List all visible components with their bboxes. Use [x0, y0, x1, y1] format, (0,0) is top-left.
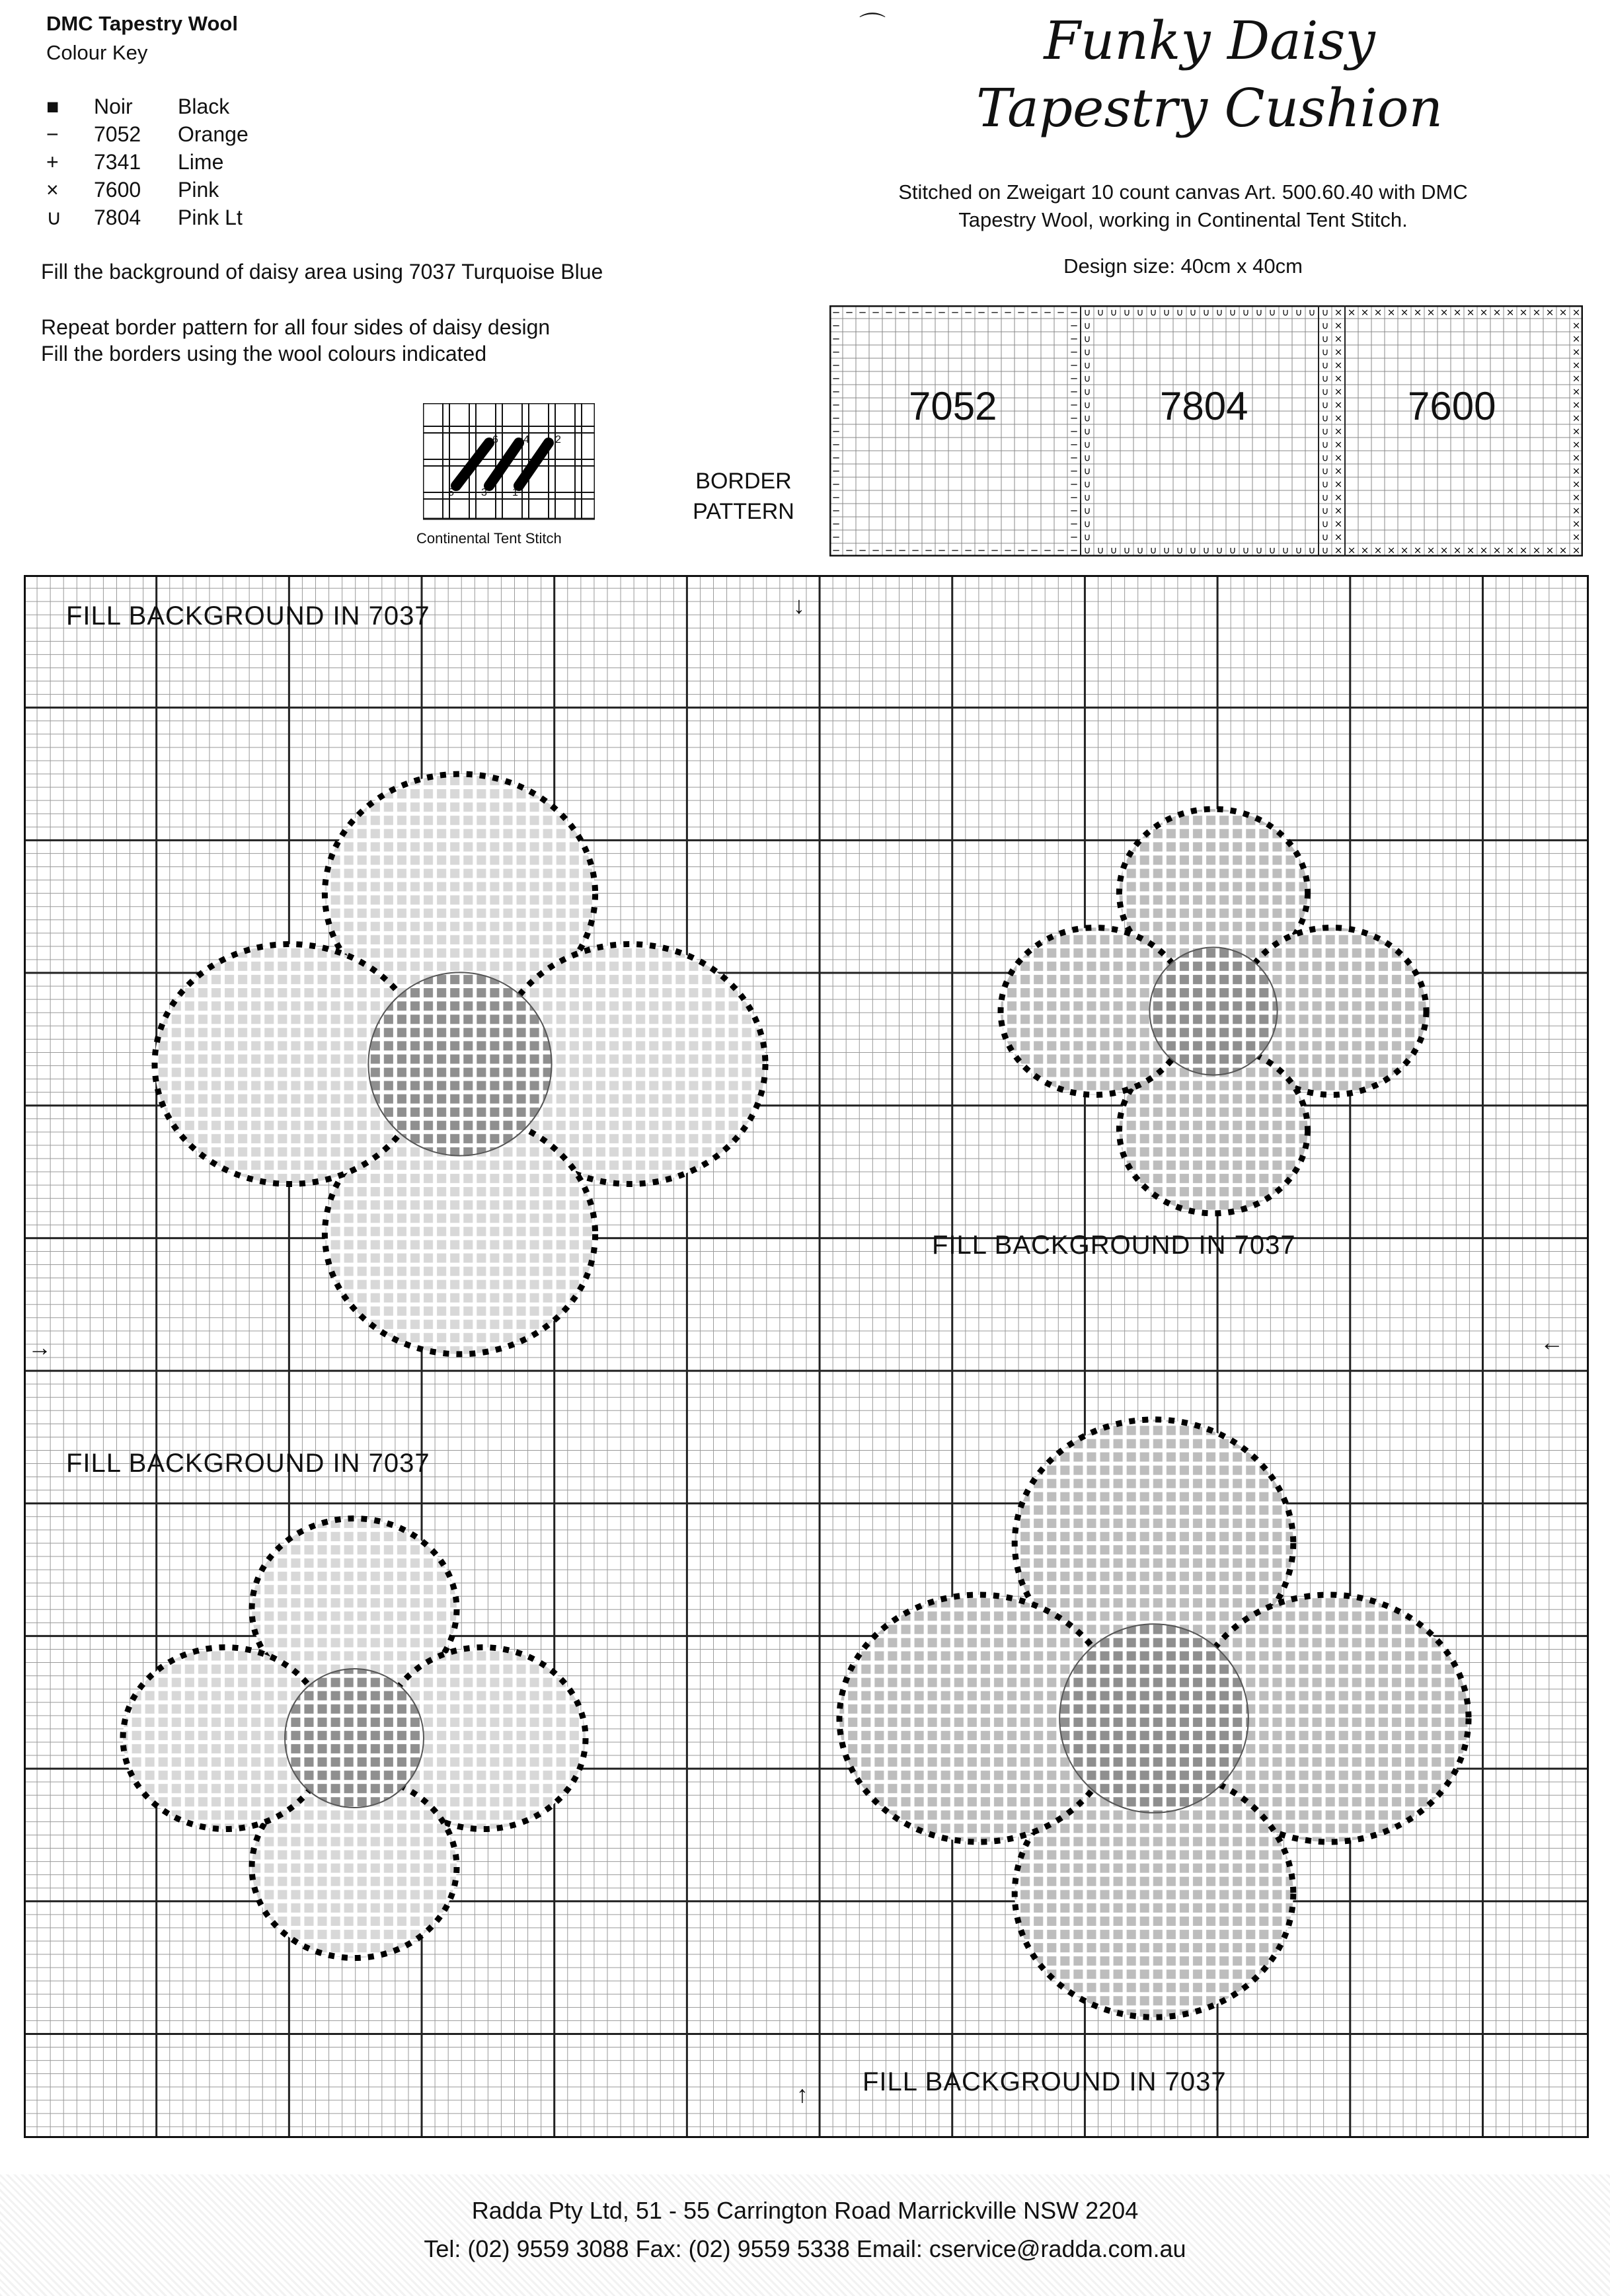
border-symbol: × [1334, 438, 1343, 451]
border-pattern-label [677, 466, 810, 527]
border-symbol: − [1069, 451, 1079, 464]
border-symbol: ∪ [1321, 359, 1329, 371]
border-symbol: − [977, 544, 986, 556]
fill-label-bottom: FILL BACKGROUND IN 7037 [862, 2067, 1227, 2096]
border-symbol: × [1558, 306, 1568, 319]
tent-stitch-label: Continental Tent Stitch [416, 530, 562, 547]
border-symbol: ∪ [1176, 306, 1184, 319]
tent-stitch-diagram [423, 403, 595, 522]
border-symbol: ∪ [1215, 544, 1223, 556]
key-row [46, 120, 249, 148]
border-symbol: ∪ [1242, 306, 1250, 319]
border-symbol: ∪ [1321, 451, 1329, 464]
border-symbol: × [1506, 544, 1515, 556]
border-symbol: × [1532, 306, 1541, 319]
border-symbol: − [1069, 385, 1079, 398]
border-symbol: × [1572, 544, 1581, 556]
colour-key-heading: Colour Key [46, 41, 148, 64]
tent-number: 4 [523, 434, 529, 445]
border-section-pink-label: 7600 [1408, 384, 1496, 428]
footer-contact: Tel: (02) 9559 3088 Fax: (02) 9559 5338 Email: cservice@radda.com.au [424, 2235, 1186, 2262]
border-symbol: × [1373, 544, 1383, 556]
key-name: Pink Lt [178, 206, 243, 229]
border-symbol: × [1572, 359, 1581, 371]
border-symbol: × [1334, 465, 1343, 477]
border-symbol: − [831, 385, 841, 398]
border-symbol: ∪ [1083, 517, 1091, 530]
border-symbol: × [1453, 306, 1462, 319]
center-arrow-bottom: ↑ [796, 2081, 808, 2108]
border-symbol: − [950, 544, 960, 556]
border-symbol: ∪ [1083, 372, 1091, 385]
border-symbol: ∪ [1176, 544, 1184, 556]
border-symbol: − [937, 306, 946, 319]
border-symbol: ∪ [1083, 399, 1091, 411]
border-symbol: − [1056, 544, 1065, 556]
stitched-line1: Stitched on Zweigart 10 count canvas Art. 500.60.40 with DMC [898, 180, 1468, 204]
border-symbol: × [1334, 372, 1343, 385]
border-symbol: − [831, 332, 841, 345]
border-symbol: × [1334, 359, 1343, 371]
border-symbol: × [1334, 385, 1343, 398]
border-symbol: ∪ [1083, 306, 1091, 319]
key-symbol: ∪ [46, 206, 62, 229]
key-code: 7804 [94, 206, 141, 229]
border-symbol: × [1387, 306, 1396, 319]
daisy-top-right [1001, 809, 1426, 1213]
border-symbol: − [1003, 306, 1013, 319]
border-symbol: ∪ [1083, 385, 1091, 398]
border-symbol: × [1572, 372, 1581, 385]
border-symbol: ∪ [1149, 306, 1157, 319]
key-name: Pink [178, 178, 219, 202]
border-symbol: × [1572, 478, 1581, 490]
border-symbol: ∪ [1096, 544, 1104, 556]
border-symbol: ∪ [1136, 306, 1144, 319]
border-symbol: − [831, 399, 841, 411]
fill-label-mid-left: FILL BACKGROUND IN 7037 [66, 1449, 430, 1478]
border-symbol: ∪ [1321, 465, 1329, 477]
border-symbol: ∪ [1321, 491, 1329, 504]
border-symbol: ∪ [1110, 306, 1118, 319]
border-symbol: − [1069, 517, 1079, 530]
border-symbol: × [1572, 306, 1581, 319]
border-symbol: − [858, 306, 867, 319]
border-symbol: × [1466, 544, 1475, 556]
border-symbol: ∪ [1295, 306, 1303, 319]
border-symbol: × [1506, 306, 1515, 319]
border-symbol: − [831, 451, 841, 464]
border-label-line1: BORDER [695, 469, 792, 494]
border-symbol: × [1439, 544, 1449, 556]
tent-number: 6 [492, 434, 498, 445]
border-symbol: − [831, 346, 841, 358]
border-symbol: ∪ [1083, 451, 1091, 464]
border-symbol: ∪ [1282, 544, 1289, 556]
border-symbol: − [831, 531, 841, 543]
border-symbol: × [1572, 438, 1581, 451]
border-symbol: − [831, 517, 841, 530]
border-symbol: × [1545, 544, 1554, 556]
border-symbol: ∪ [1321, 544, 1329, 556]
key-symbol: × [46, 178, 59, 202]
border-symbol: − [884, 306, 894, 319]
border-symbol: ∪ [1083, 544, 1091, 556]
border-symbol: × [1453, 544, 1462, 556]
border-symbol: − [1069, 319, 1079, 332]
border-symbol: × [1334, 451, 1343, 464]
border-symbol: ∪ [1096, 306, 1104, 319]
border-label-line2: PATTERN [693, 499, 794, 524]
key-symbol: ■ [46, 95, 59, 118]
border-symbol: × [1360, 306, 1369, 319]
key-code: 7341 [94, 150, 141, 174]
border-symbol: − [831, 465, 841, 477]
border-symbol: × [1479, 306, 1488, 319]
key-symbol: + [46, 150, 59, 174]
border-symbol: × [1492, 306, 1502, 319]
border-symbol: × [1572, 412, 1581, 424]
border-symbol: × [1572, 346, 1581, 358]
center-arrow-top: ↓ [793, 592, 805, 619]
border-symbol: − [831, 319, 841, 332]
border-symbol: ∪ [1189, 544, 1197, 556]
border-symbol: ∪ [1321, 319, 1329, 332]
key-row [46, 93, 249, 120]
border-symbol: − [1069, 399, 1079, 411]
border-symbol: − [990, 306, 999, 319]
key-name: Lime [178, 150, 224, 174]
border-symbol: − [1030, 306, 1039, 319]
border-symbol: − [1056, 306, 1065, 319]
repeat-border-instruction: Repeat border pattern for all four sides of daisy design [41, 315, 551, 339]
border-symbol: ∪ [1321, 438, 1329, 451]
border-symbol: ∪ [1149, 544, 1157, 556]
border-symbol: − [1069, 306, 1079, 319]
border-symbol: − [845, 544, 854, 556]
border-symbol: × [1572, 451, 1581, 464]
border-symbol: × [1400, 306, 1409, 319]
border-symbol: ∪ [1321, 478, 1329, 490]
border-symbol: − [1043, 306, 1052, 319]
border-symbol: − [977, 306, 986, 319]
border-symbol: × [1334, 517, 1343, 530]
border-symbol: × [1572, 399, 1581, 411]
border-symbol: ∪ [1321, 372, 1329, 385]
border-symbol: × [1334, 425, 1343, 438]
fill-background-instruction: Fill the background of daisy area using 7037 Turquoise Blue [41, 260, 603, 284]
fill-label-mid-right: FILL BACKGROUND IN 7037 [932, 1231, 1296, 1260]
border-symbol: − [924, 306, 933, 319]
title-line2: Tapestry Cushion [976, 77, 1443, 139]
border-symbol: ∪ [1321, 399, 1329, 411]
border-symbol: × [1572, 425, 1581, 438]
border-symbol: − [1069, 359, 1079, 371]
border-symbol: × [1572, 517, 1581, 530]
border-symbol: × [1572, 465, 1581, 477]
center-arrow-right: ← [1540, 1328, 1564, 1356]
border-symbol: ∪ [1083, 465, 1091, 477]
daisy-centre [368, 972, 551, 1155]
border-symbol: × [1334, 319, 1343, 332]
border-symbol: × [1413, 306, 1422, 319]
border-symbol: × [1519, 544, 1528, 556]
border-symbol: × [1334, 504, 1343, 517]
border-symbol: ∪ [1110, 544, 1118, 556]
border-symbol: ∪ [1321, 531, 1329, 543]
border-symbol: − [831, 438, 841, 451]
border-symbol: − [831, 491, 841, 504]
border-symbol: × [1334, 399, 1343, 411]
border-symbol: − [1069, 425, 1079, 438]
border-symbol: × [1347, 544, 1356, 556]
stitched-line2: Tapestry Wool, working in Continental Tent Stitch. [958, 208, 1408, 231]
border-symbol: × [1492, 544, 1502, 556]
border-symbol: ∪ [1321, 306, 1329, 319]
tent-number: 1 [512, 487, 518, 498]
border-symbol: − [950, 306, 960, 319]
border-symbol: ∪ [1123, 544, 1131, 556]
key-code: Noir [94, 95, 133, 118]
daisy-bottom-left [123, 1519, 586, 1958]
border-symbol: − [1069, 491, 1079, 504]
border-symbols [832, 307, 1581, 556]
border-symbol: ∪ [1083, 319, 1091, 332]
border-symbol: ∪ [1321, 412, 1329, 424]
border-symbol: ∪ [1083, 478, 1091, 490]
border-symbol: − [1069, 332, 1079, 345]
border-symbol: − [964, 544, 973, 556]
daisy-centre [1149, 947, 1277, 1075]
border-symbol: − [924, 544, 933, 556]
border-symbol: ∪ [1321, 504, 1329, 517]
border-symbol: − [831, 372, 841, 385]
border-symbol: − [1069, 504, 1079, 517]
border-symbol: × [1334, 332, 1343, 345]
border-symbol: × [1334, 346, 1343, 358]
border-symbol: ∪ [1123, 306, 1131, 319]
tent-number: 2 [555, 434, 561, 445]
border-symbol: × [1334, 544, 1343, 556]
border-symbol: − [1069, 544, 1079, 556]
border-symbol: ∪ [1268, 306, 1276, 319]
border-symbol: ∪ [1083, 438, 1091, 451]
border-symbol: × [1479, 544, 1488, 556]
border-symbol: ∪ [1255, 544, 1263, 556]
border-symbol: × [1334, 478, 1343, 490]
border-symbol: ∪ [1308, 306, 1316, 319]
border-symbol: − [911, 544, 920, 556]
border-symbol: − [831, 478, 841, 490]
center-arrow-left: → [28, 1334, 52, 1361]
border-symbol: − [1016, 306, 1026, 319]
daisy-centre [285, 1669, 424, 1808]
border-symbol: − [1069, 438, 1079, 451]
border-symbol: − [1069, 412, 1079, 424]
border-symbol: ∪ [1255, 306, 1263, 319]
border-symbol: ∪ [1321, 425, 1329, 438]
border-symbol: × [1334, 306, 1343, 319]
design-size: Design size: 40cm x 40cm [1063, 254, 1303, 278]
border-symbol: − [1069, 372, 1079, 385]
border-symbol: × [1558, 544, 1568, 556]
key-row [46, 204, 249, 231]
border-symbol: × [1413, 544, 1422, 556]
border-symbol: − [831, 359, 841, 371]
border-symbol: ∪ [1163, 306, 1170, 319]
border-symbol: ∪ [1083, 491, 1091, 504]
daisy-centre [1059, 1624, 1248, 1813]
border-symbol: ∪ [1083, 412, 1091, 424]
border-symbol: × [1572, 319, 1581, 332]
border-symbol: − [1003, 544, 1013, 556]
border-symbol: ∪ [1295, 544, 1303, 556]
border-symbol: ∪ [1215, 306, 1223, 319]
border-frame [830, 306, 1582, 556]
border-symbol: ∪ [1189, 306, 1197, 319]
border-symbol: − [871, 544, 880, 556]
border-symbol: × [1334, 531, 1343, 543]
border-symbol: × [1466, 306, 1475, 319]
border-symbol: ∪ [1321, 517, 1329, 530]
border-symbol: − [831, 544, 841, 556]
border-symbol: × [1572, 332, 1581, 345]
border-symbol: ∪ [1321, 385, 1329, 398]
border-symbol: ∪ [1242, 544, 1250, 556]
border-symbol: − [1069, 346, 1079, 358]
border-symbol: × [1532, 544, 1541, 556]
border-symbol: × [1572, 385, 1581, 398]
border-symbol: × [1360, 544, 1369, 556]
border-symbol: × [1519, 306, 1528, 319]
border-symbol: − [911, 306, 920, 319]
border-symbol: ∪ [1229, 306, 1237, 319]
daisy-motifs [123, 774, 1469, 2017]
fill-borders-instruction: Fill the borders using the wool colours indicated [41, 342, 487, 365]
top-mark: ⌒ [859, 12, 886, 41]
key-row [46, 148, 249, 176]
border-symbol: ∪ [1083, 531, 1091, 543]
border-symbol: ∪ [1308, 544, 1316, 556]
border-symbol: ∪ [1163, 544, 1170, 556]
key-code: 7052 [94, 122, 141, 146]
border-symbol: × [1334, 412, 1343, 424]
border-symbol: − [831, 412, 841, 424]
border-symbol: ∪ [1202, 544, 1210, 556]
title-line1: Funky Daisy [1044, 10, 1375, 71]
border-gridlines [829, 305, 1583, 556]
fill-label-top-left: FILL BACKGROUND IN 7037 [66, 601, 430, 631]
border-symbol: × [1572, 504, 1581, 517]
border-symbol: − [1069, 531, 1079, 543]
tent-number: 3 [481, 487, 487, 498]
border-symbol: ∪ [1083, 332, 1091, 345]
daisy-chart [24, 575, 1589, 2138]
border-symbol: ∪ [1083, 425, 1091, 438]
border-symbol: ∪ [1083, 504, 1091, 517]
border-symbol: − [831, 504, 841, 517]
border-symbol: ∪ [1282, 306, 1289, 319]
border-symbol: × [1373, 306, 1383, 319]
border-symbol: − [831, 425, 841, 438]
border-symbol: − [1030, 544, 1039, 556]
border-symbol: − [858, 544, 867, 556]
border-symbol: − [871, 306, 880, 319]
border-symbol: ∪ [1229, 544, 1237, 556]
border-symbol: × [1572, 491, 1581, 504]
border-symbol: × [1334, 491, 1343, 504]
border-symbol: ∪ [1321, 346, 1329, 358]
border-symbol: − [831, 306, 841, 319]
border-symbol: × [1400, 544, 1409, 556]
border-symbol: − [1043, 544, 1052, 556]
border-symbol: × [1387, 544, 1396, 556]
border-symbol: − [990, 544, 999, 556]
border-symbol: ∪ [1202, 306, 1210, 319]
key-row [46, 176, 249, 204]
tent-number: 5 [448, 487, 454, 498]
border-symbol: − [1069, 465, 1079, 477]
border-pattern-chart [829, 305, 1583, 556]
border-symbol: − [898, 306, 907, 319]
border-symbol: − [1069, 478, 1079, 490]
border-symbol: − [964, 306, 973, 319]
border-symbol: ∪ [1136, 544, 1144, 556]
border-symbol: × [1545, 306, 1554, 319]
border-section-orange-label: 7052 [909, 384, 997, 428]
border-symbol: − [937, 544, 946, 556]
border-symbol: − [898, 544, 907, 556]
brand-heading: DMC Tapestry Wool [46, 12, 238, 35]
border-symbol: ∪ [1083, 359, 1091, 371]
border-symbol: × [1572, 531, 1581, 543]
colour-key-table [46, 93, 249, 231]
key-code: 7600 [94, 178, 141, 202]
border-symbol: ∪ [1083, 346, 1091, 358]
border-symbol: × [1439, 306, 1449, 319]
border-symbol: − [845, 306, 854, 319]
border-symbol: × [1426, 306, 1436, 319]
border-section-pinklt-label: 7804 [1160, 384, 1248, 428]
footer-company: Radda Pty Ltd, 51 - 55 Carrington Road Marrickville NSW 2204 [471, 2197, 1139, 2224]
key-symbol: − [46, 122, 59, 146]
border-symbol: × [1347, 306, 1356, 319]
border-symbol: ∪ [1321, 332, 1329, 345]
key-name: Black [178, 95, 230, 118]
border-symbol: − [1016, 544, 1026, 556]
border-symbol: × [1426, 544, 1436, 556]
border-symbol: ∪ [1268, 544, 1276, 556]
key-name: Orange [178, 122, 249, 146]
border-symbol: − [884, 544, 894, 556]
